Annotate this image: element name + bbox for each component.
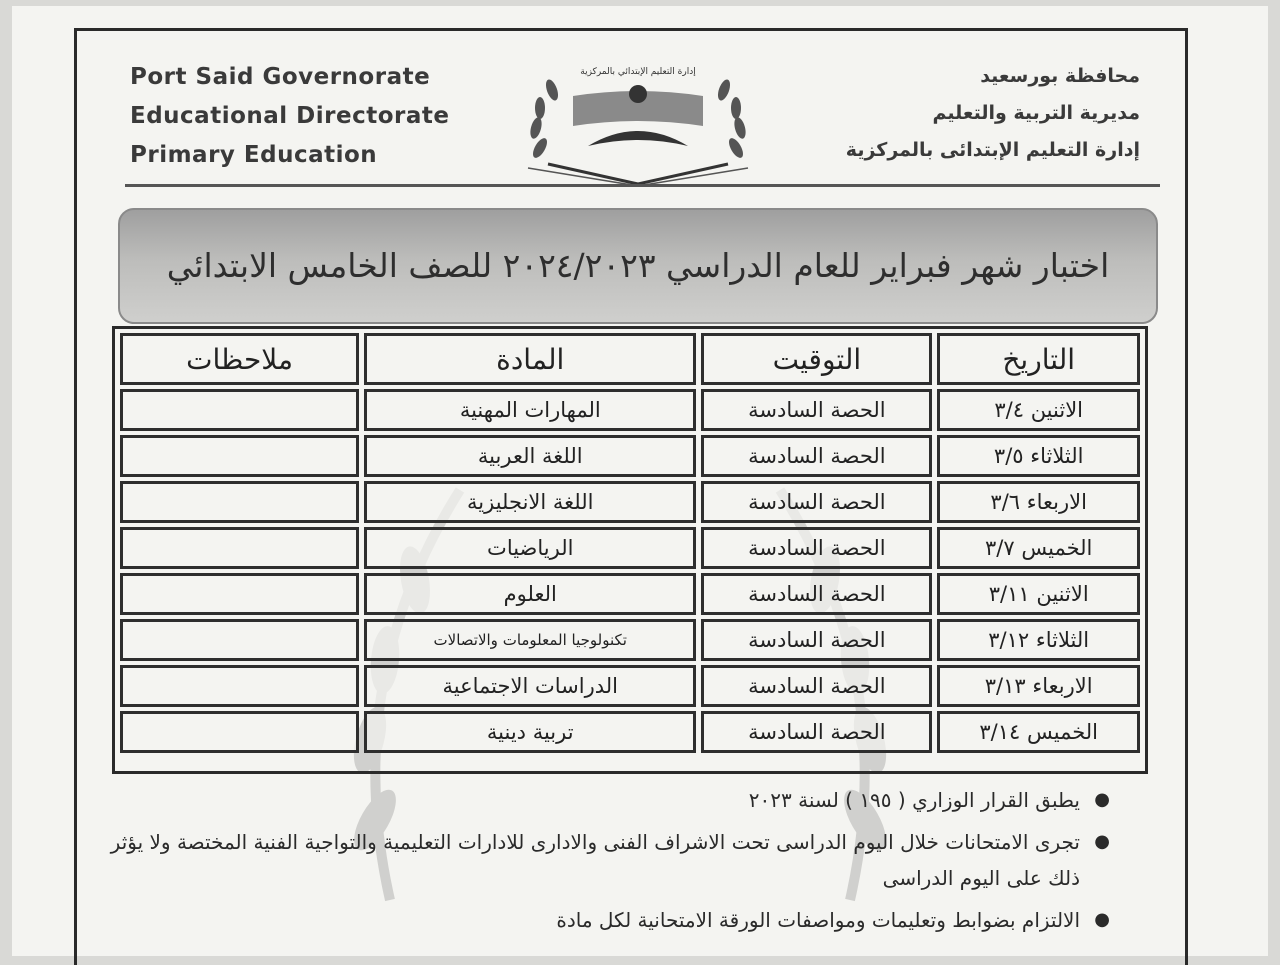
row-notes [120, 619, 359, 661]
bullet-icon: ● [1094, 831, 1110, 852]
header-directorate-ar: مديرية التربية والتعليم [932, 102, 1140, 124]
instruction-text: يطبق القرار الوزاري ( ١٩٥ ) لسنة ٢٠٢٣ [748, 788, 1080, 812]
table-header-row [120, 333, 1140, 385]
row-notes [120, 711, 359, 753]
row-notes [120, 527, 359, 569]
row-time: الحصة السادسة [701, 435, 932, 477]
row-notes [120, 435, 359, 477]
header-subject: المادة [364, 333, 696, 385]
header-date: التاريخ [937, 333, 1140, 385]
row-date: الاربعاء ٣/٦ [937, 481, 1140, 523]
row-subject: المهارات المهنية [364, 389, 696, 431]
row-date: الاثنين ٣/١١ [937, 573, 1140, 615]
table-row [120, 527, 1140, 569]
row-date: الثلاثاء ٣/٥ [937, 435, 1140, 477]
english-header [130, 58, 510, 175]
row-notes [120, 665, 359, 707]
bullet-icon: ● [1094, 789, 1110, 810]
exam-schedule-table [112, 326, 1148, 774]
row-subject: تكنولوجيا المعلومات والاتصالات [364, 619, 696, 661]
header-directorate-en: Educational Directorate [130, 103, 450, 129]
table-row [120, 481, 1140, 523]
table-row [120, 665, 1140, 707]
list-item [100, 824, 1110, 896]
table-row [120, 711, 1140, 753]
row-notes [120, 389, 359, 431]
exam-title: اختبار شهر فبراير للعام الدراسي ٢٠٢٤/٢٠٢٣ للصف الخامس الابتدائي [166, 246, 1110, 285]
row-notes [120, 573, 359, 615]
row-subject: العلوم [364, 573, 696, 615]
table-row [120, 389, 1140, 431]
row-time: الحصة السادسة [701, 573, 932, 615]
bullet-icon: ● [1094, 909, 1110, 930]
row-time: الحصة السادسة [701, 481, 932, 523]
header-notes: ملاحظات [120, 333, 359, 385]
row-subject: الدراسات الاجتماعية [364, 665, 696, 707]
arabic-header [720, 58, 1140, 169]
table-row [120, 619, 1140, 661]
row-time: الحصة السادسة [701, 665, 932, 707]
row-subject: الرياضيات [364, 527, 696, 569]
header-department-en: Primary Education [130, 142, 378, 168]
logo-caption: إدارة التعليم الإبتدائي بالمركزية [580, 67, 696, 77]
row-date: الخميس ٣/٧ [937, 527, 1140, 569]
title-banner [118, 208, 1158, 324]
row-date: الاربعاء ٣/١٣ [937, 665, 1140, 707]
row-time: الحصة السادسة [701, 527, 932, 569]
header-governorate-en: Port Said Governorate [130, 64, 431, 90]
header-department-ar: إدارة التعليم الإبتدائى بالمركزية [845, 139, 1140, 161]
row-subject: تربية دينية [364, 711, 696, 753]
row-subject: اللغة الانجليزية [364, 481, 696, 523]
row-notes [120, 481, 359, 523]
header-time: التوقيت [701, 333, 932, 385]
list-item [100, 782, 1110, 818]
row-time: الحصة السادسة [701, 711, 932, 753]
table-row [120, 573, 1140, 615]
list-item [100, 902, 1110, 938]
instruction-text: الالتزام بضوابط وتعليمات ومواصفات الورقة الامتحانية لكل مادة [556, 908, 1080, 932]
instructions-list [100, 782, 1110, 944]
row-subject: اللغة العربية [364, 435, 696, 477]
row-date: الاثنين ٣/٤ [937, 389, 1140, 431]
header-governorate-ar: محافظة بورسعيد [980, 65, 1140, 87]
row-date: الخميس ٣/١٤ [937, 711, 1140, 753]
header-divider [125, 184, 1160, 187]
table-row [120, 435, 1140, 477]
row-time: الحصة السادسة [701, 389, 932, 431]
row-date: الثلاثاء ٣/١٢ [937, 619, 1140, 661]
row-time: الحصة السادسة [701, 619, 932, 661]
instruction-text: تجرى الامتحانات خلال اليوم الدراسى تحت الاشراف الفنى والادارى للادارات التعليمية والتواجية الفنية المختصة ولا يؤثر ذلك على اليوم الدراسى [110, 830, 1080, 890]
